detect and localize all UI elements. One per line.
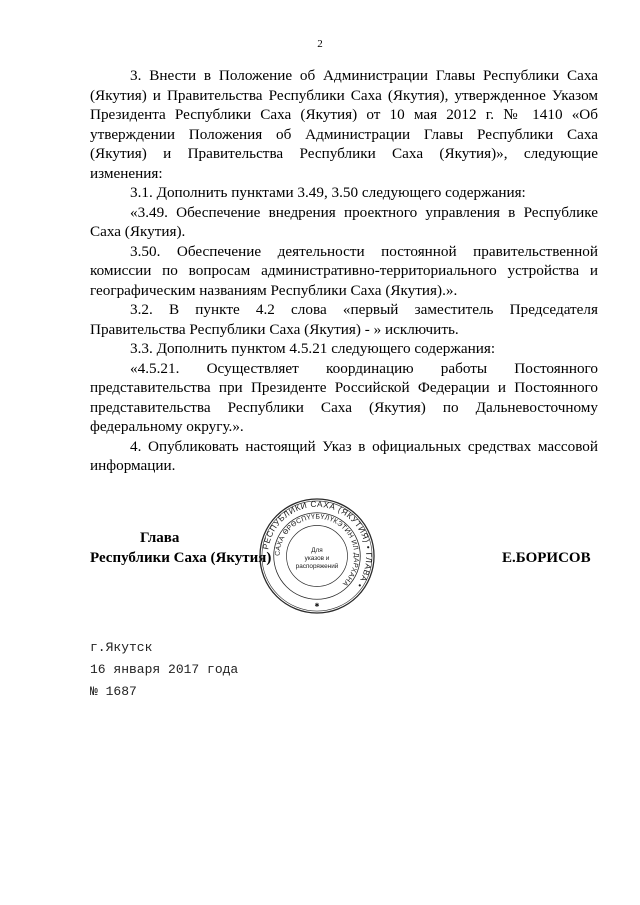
- signatory-name: Е.БОРИСОВ: [502, 550, 591, 566]
- seal-center-line3: распоряжений: [295, 562, 339, 570]
- signatory-title-line2: Республики Саха (Якутия): [90, 550, 272, 566]
- seal-inner-text: САХА ӨРӨСПҮҮБҮЛҮКЭТИН ИЛ ДАРХАНА: [274, 513, 360, 588]
- page-number: 2: [317, 38, 323, 50]
- decree-number: № 1687: [90, 684, 137, 699]
- seal-star-icon: ✱: [314, 603, 320, 610]
- decree-footer: [90, 637, 238, 703]
- issue-date: 16 января 2017 года: [90, 662, 239, 677]
- decree-body: [90, 66, 598, 476]
- paragraph-3-49: «3.49. Обеспечение внедрения проектного управления в Республике Саха (Якутия).: [90, 203, 598, 240]
- paragraph-3-3: 3.3. Дополнить пунктом 4.5.21 следующего содержания:: [130, 340, 496, 357]
- seal-outer-text: РЕСПУБЛИКИ САХА (ЯКУТИЯ) • ГЛАВА •: [261, 499, 374, 590]
- seal-center-line2: указов и: [304, 554, 330, 562]
- paragraph-3: 3. Внести в Положение об Администрации Главы Республики Саха (Якутия) и Правительства Республики Саха (Якутия), утвержденное Указом Президента Республики Саха (Якутия) от 10 мая 2012 г. № 1410 «Об утверждении Положения об Администрации Главы Республики Саха (Якутия) и Правительства Республики Саха (Якутия)», следующие изменения:: [90, 67, 598, 182]
- official-seal: [258, 497, 376, 615]
- paragraph-4-5-21: «4.5.21. Осуществляет координацию работы Постоянного представительства при Президенте Российской Федерации и Постоянного представительства Республики Саха (Якутия) по Дальневосточному федеральному округу.».: [90, 359, 598, 435]
- paragraph-3-2: 3.2. В пункте 4.2 слова «первый заместитель Председателя Правительства Республики Саха (Якутия) - » исключить.: [90, 301, 598, 338]
- signatory-title-line1: Глава: [140, 530, 180, 546]
- paragraph-3-1: 3.1. Дополнить пунктами 3.49, 3.50 следующего содержания:: [130, 184, 526, 201]
- paragraph-4: 4. Опубликовать настоящий Указ в официальных средствах массовой информации.: [90, 437, 598, 474]
- seal-center-line1: Для: [311, 547, 323, 555]
- paragraph-3-50: 3.50. Обеспечение деятельности постоянной правительственной комиссии по вопросам административно-территориального устройства и географическим названиям Республики Саха (Якутия).».: [90, 242, 598, 299]
- issue-city: г.Якутск: [90, 640, 153, 655]
